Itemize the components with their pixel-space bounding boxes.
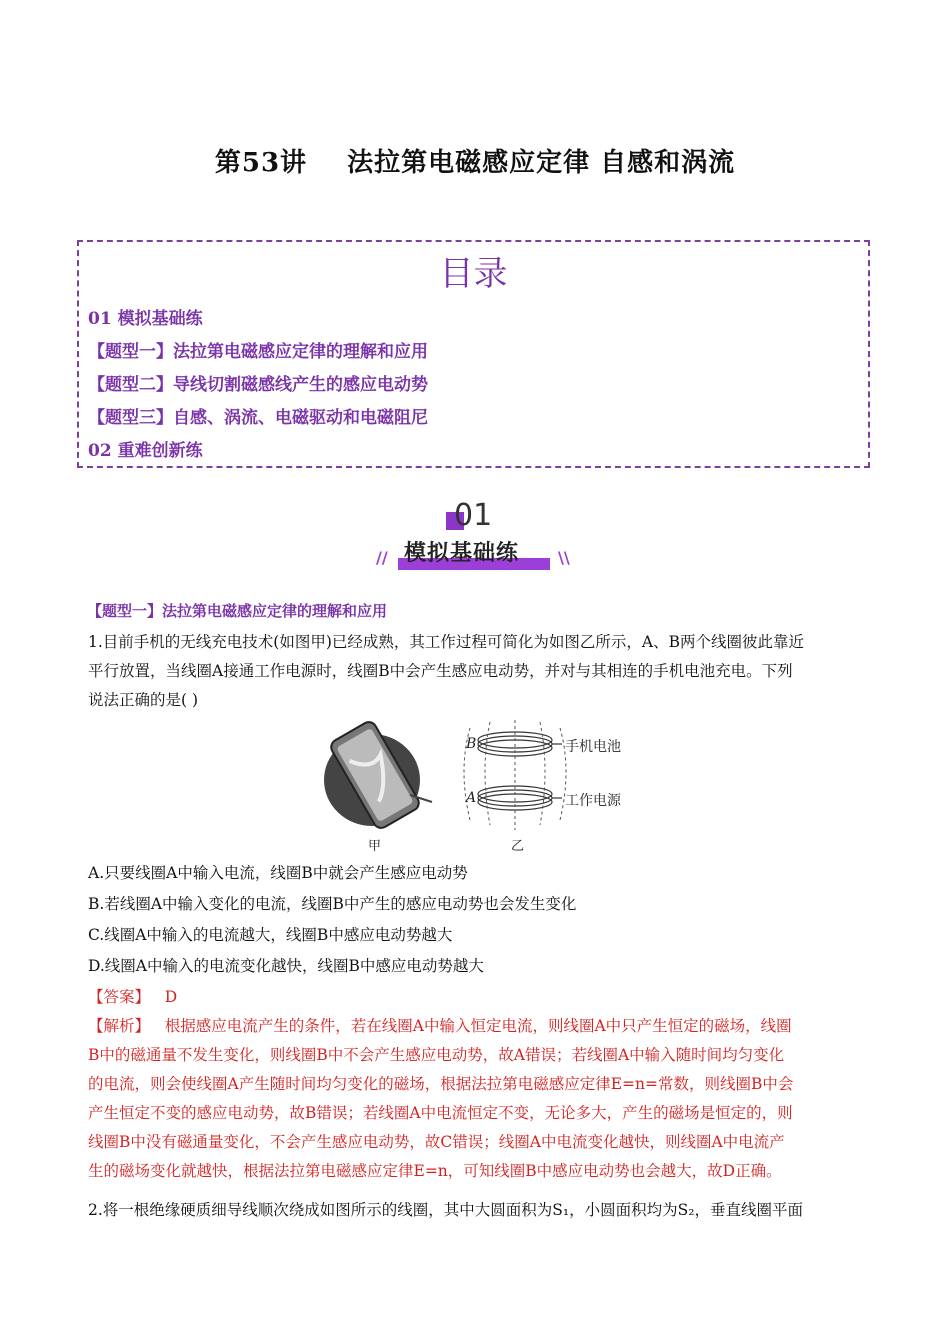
analysis-line xyxy=(88,1012,864,1041)
toc-item[interactable]: 【题型三】自感、涡流、电磁驱动和电磁阻尼 xyxy=(88,408,428,428)
toc-item[interactable]: 【题型一】法拉第电磁感应定律的理解和应用 xyxy=(88,342,428,362)
slash-decoration-right: \\ xyxy=(558,548,570,567)
toc-item[interactable]: 【题型二】导线切割磁感线产生的感应电动势 xyxy=(88,375,428,395)
page-title xyxy=(0,142,950,179)
toc-item[interactable]: 02 重难创新练 xyxy=(88,441,203,461)
figure-caption-right: 乙 xyxy=(511,839,525,854)
slash-decoration-left: // xyxy=(376,548,388,567)
lecture-number: 第53讲 xyxy=(214,148,308,178)
answer-value: D xyxy=(164,988,178,1006)
coil-a-label: A xyxy=(466,790,477,806)
analysis-line: 的电流，则会使线圈A产生随时间均匀变化的磁场，根据法拉第电磁感应定律E=n=常数，则线圈B中会 xyxy=(88,1075,794,1093)
option-c: C.线圈A中输入的电流越大，线圈B中感应电动势越大 xyxy=(88,926,453,944)
table-of-contents xyxy=(77,240,870,468)
banner-label: 模拟基础练 xyxy=(404,541,520,566)
analysis-block xyxy=(88,1012,864,1186)
analysis-label: 【解析】 xyxy=(88,1017,151,1035)
option-a: A.只要线圈A中输入电流，线圈B中就会产生感应电动势 xyxy=(88,864,468,882)
option-d: D.线圈A中输入的电流变化越快，线圈B中感应电动势越大 xyxy=(88,957,484,975)
figure-caption-left: 甲 xyxy=(368,839,382,854)
banner-number: 01 xyxy=(454,498,493,533)
section-banner xyxy=(370,500,580,580)
answer-line xyxy=(88,985,177,1007)
stem-line: 平行放置，当线圈A接通工作电源时，线圈B中会产生感应电动势，并对与其相连的手机电池充电。下列 xyxy=(88,662,793,680)
analysis-line: B中的磁通量不发生变化，则线圈B中不会产生感应电动势，故A错误；若线圈A中输入随时间均匀变化 xyxy=(88,1046,785,1064)
coil-b-label: B xyxy=(466,736,477,752)
stem-line: 说法正确的是( ) xyxy=(88,691,199,709)
phone-battery-label: 手机电池 xyxy=(565,739,621,755)
question-1-figure xyxy=(320,720,640,855)
toc-heading: 目录 xyxy=(439,254,508,294)
power-source-label: 工作电源 xyxy=(565,793,621,809)
stem-line: 1.目前手机的无线充电技术(如图甲)已经成熟，其工作过程可简化为如图乙所示，A、B两个线圈彼此靠近 xyxy=(88,633,804,651)
option-b: B.若线圈A中输入变化的电流，线圈B中产生的感应电动势也会发生变化 xyxy=(88,895,577,913)
analysis-line: 线圈B中没有磁通量变化，不会产生感应电动势，故C错误；线圈A中电流变化越快，则线圈A中电流产 xyxy=(88,1133,785,1151)
question-2-stem: 2.将一根绝缘硬质细导线顺次绕成如图所示的线圈，其中大圆面积为S₁，小圆面积均为S₂，垂直线圈平面 xyxy=(88,1201,803,1219)
analysis-text: 根据感应电流产生的条件，若在线圈A中输入恒定电流，则线圈A中只产生恒定的磁场，线圈 xyxy=(164,1017,792,1035)
question-1-stem xyxy=(88,628,864,715)
lecture-topic: 法拉第电磁感应定律 自感和涡流 xyxy=(347,148,736,178)
toc-item[interactable]: 01 模拟基础练 xyxy=(88,309,203,329)
answer-label: 【答案】 xyxy=(88,988,151,1006)
analysis-line: 生的磁场变化就越快，根据法拉第电磁感应定律E=n，可知线圈B中感应电动势也会越大，故D正确。 xyxy=(88,1162,782,1180)
analysis-line: 产生恒定不变的感应电动势，故B错误；若线圈A中电流恒定不变，无论多大，产生的磁场是恒定的，则 xyxy=(88,1104,793,1122)
section-heading: 【题型一】法拉第电磁感应定律的理解和应用 xyxy=(87,602,388,620)
